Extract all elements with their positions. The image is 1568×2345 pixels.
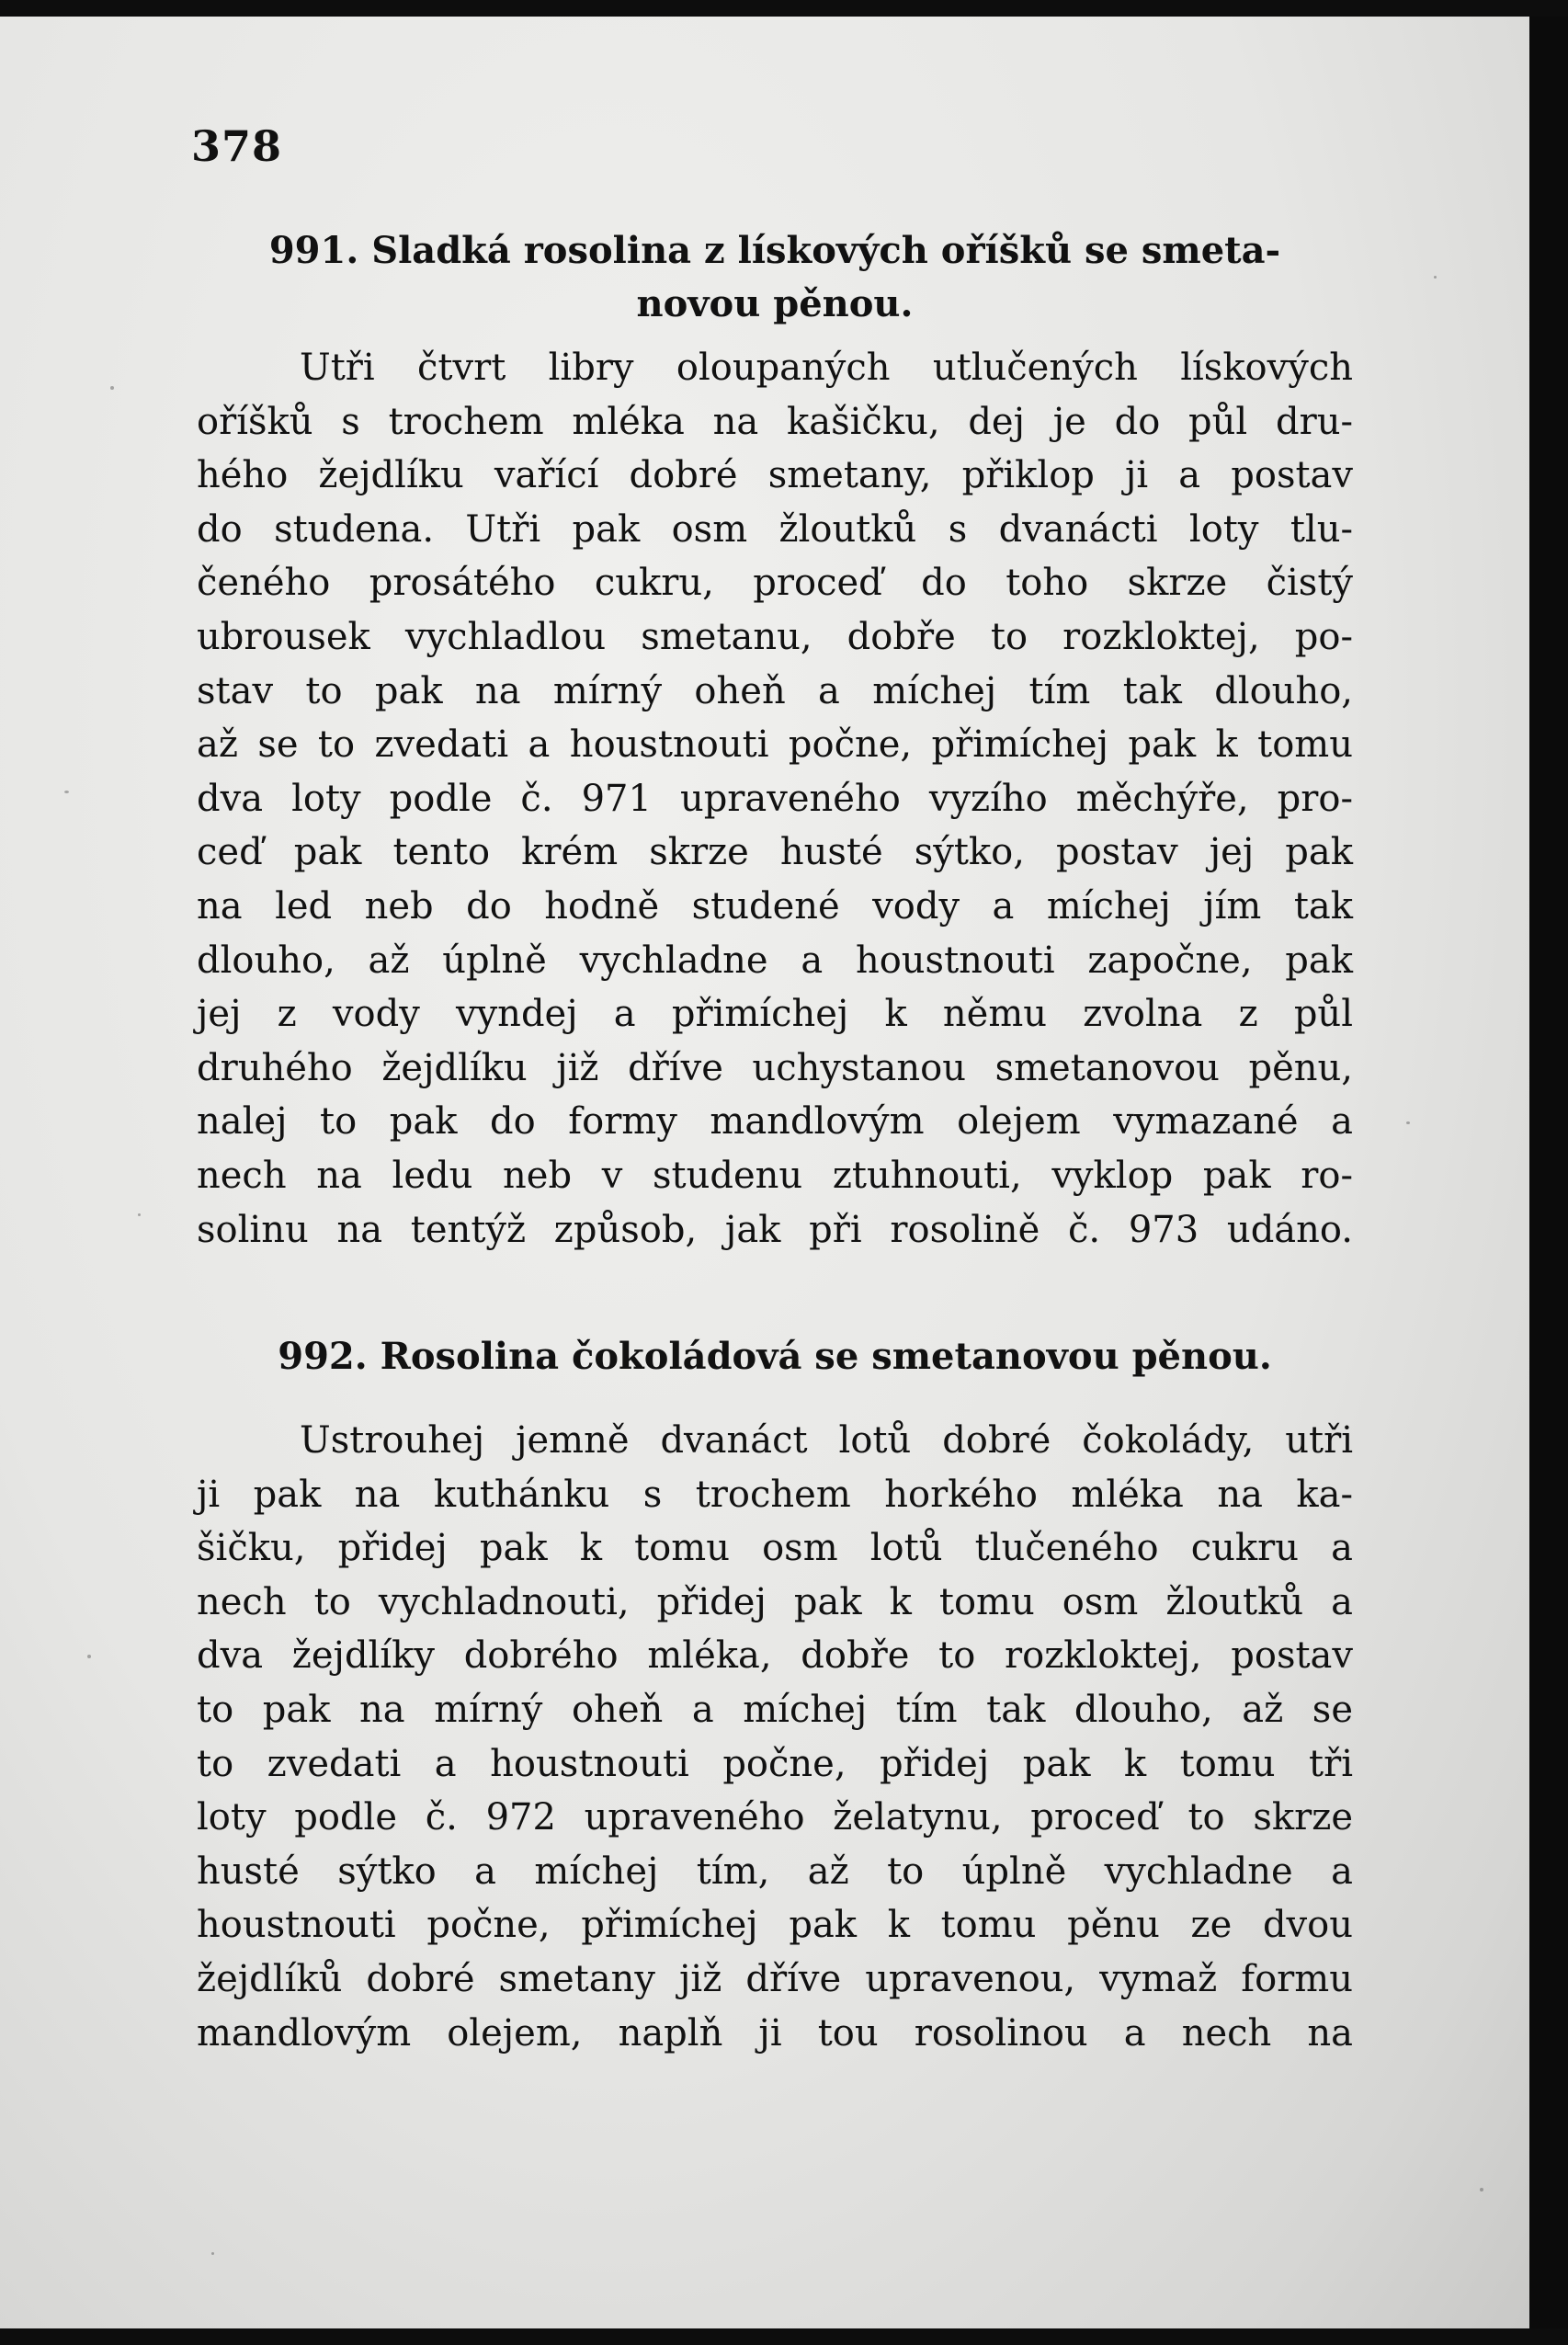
text-line: mandlovým olejem, naplň ji tou rosolinou a nech na	[197, 2011, 1353, 2055]
text-line: nalej to pak do formy mandlovým olejem vymazané a	[197, 1100, 1353, 1144]
recipe-992-title	[197, 1330, 1353, 1383]
scan-border-right	[1529, 0, 1568, 2345]
text-line: to pak na mírný oheň a míchej tím tak dlouho, až se	[197, 1688, 1353, 1731]
text-line: to zvedati a houstnouti počne, přidej pak k tomu tři	[197, 1742, 1353, 1785]
text-line: hého žejdlíku vařící dobré smetany, přiklop ji a postav	[197, 454, 1353, 497]
recipe-991-title	[197, 224, 1353, 331]
text-line: druhého žejdlíku již dříve uchystanou smetanovou pěnu,	[197, 1046, 1353, 1089]
text-line: Ustrouhej jemně dvanáct lotů dobré čokolády, utři	[300, 1419, 1353, 1462]
text-line: nech na ledu neb v studenu ztuhnouti, vyklop pak ro-	[197, 1154, 1353, 1197]
text-line: dva loty podle č. 971 upraveného vyzího měchýře, pro-	[197, 777, 1353, 820]
text-line: ji pak na kuthánku s trochem horkého mléka na ka-	[197, 1473, 1353, 1516]
recipe-992	[197, 1330, 1353, 1383]
title-line: 992. Rosolina čokoládová se smetanovou pěnou.	[278, 1335, 1272, 1378]
text-line: oříšků s trochem mléka na kašičku, dej je do půl dru-	[197, 400, 1353, 443]
recipe-991-body	[197, 341, 1353, 1257]
text-line: dva žejdlíky dobrého mléka, dobře to rozkloktej, postav	[197, 1634, 1353, 1678]
scan-speckle	[1480, 2188, 1483, 2191]
text-line: až se to zvedati a houstnouti počne, přimíchej pak k tomu	[197, 723, 1353, 767]
text-line: husté sýtko a míchej tím, až to úplně vychladne a	[197, 1850, 1353, 1893]
recipe-991	[197, 224, 1353, 331]
text-line: do studena. Utři pak osm žloutků s dvanácti loty tlu-	[197, 507, 1353, 551]
text-line: nech to vychladnouti, přidej pak k tomu osm žloutků a	[197, 1580, 1353, 1623]
text-line: Utři čtvrt libry oloupaných utlučených lískových	[300, 347, 1353, 389]
text-line: ubrousek vychladlou smetanu, dobře to rozkloktej, po-	[197, 615, 1353, 658]
text-line: jej z vody vyndej a přimíchej k němu zvolna z půl	[197, 993, 1353, 1036]
text-line: loty podle č. 972 upraveného želatynu, proceď to skrze	[197, 1796, 1353, 1839]
text-line: na led neb do hodně studené vody a míchej jím tak	[197, 884, 1353, 928]
text-line: šičku, přidej pak k tomu osm lotů tlučeného cukru a	[197, 1527, 1353, 1570]
scan-speckle	[138, 1213, 141, 1216]
text-line: solinu na tentýž způsob, jak při rosolině č. 973 udáno.	[197, 1208, 1353, 1251]
scan-border-top	[0, 0, 1568, 17]
scan-speckle	[1406, 1121, 1410, 1124]
text-line: čeného prosátého cukru, proceď do toho skrze čistý	[197, 562, 1353, 605]
text-line: stav to pak na mírný oheň a míchej tím tak dlouho,	[197, 669, 1353, 712]
recipe-992-body	[197, 1414, 1353, 2060]
scan-speckle	[211, 2252, 214, 2255]
text-line: houstnouti počne, přimíchej pak k tomu pěnu ze dvou	[197, 1904, 1353, 1947]
scan-speckle	[87, 1655, 91, 1658]
title-line: 991. Sladká rosolina z lískových oříšků se smeta-	[268, 229, 1281, 272]
text-line: dlouho, až úplně vychladne a houstnouti započne, pak	[197, 939, 1353, 982]
title-line: novou pěnou.	[636, 282, 914, 325]
page-number: 378	[191, 121, 283, 171]
text-line: žejdlíků dobré smetany již dříve upravenou, vymaž formu	[197, 1957, 1353, 2000]
scan-speckle	[64, 791, 69, 793]
scan-speckle	[110, 386, 114, 390]
scan-speckle	[1434, 276, 1437, 279]
scan-border-bottom	[0, 2328, 1568, 2345]
text-line: ceď pak tento krém skrze husté sýtko, postav jej pak	[197, 831, 1353, 874]
